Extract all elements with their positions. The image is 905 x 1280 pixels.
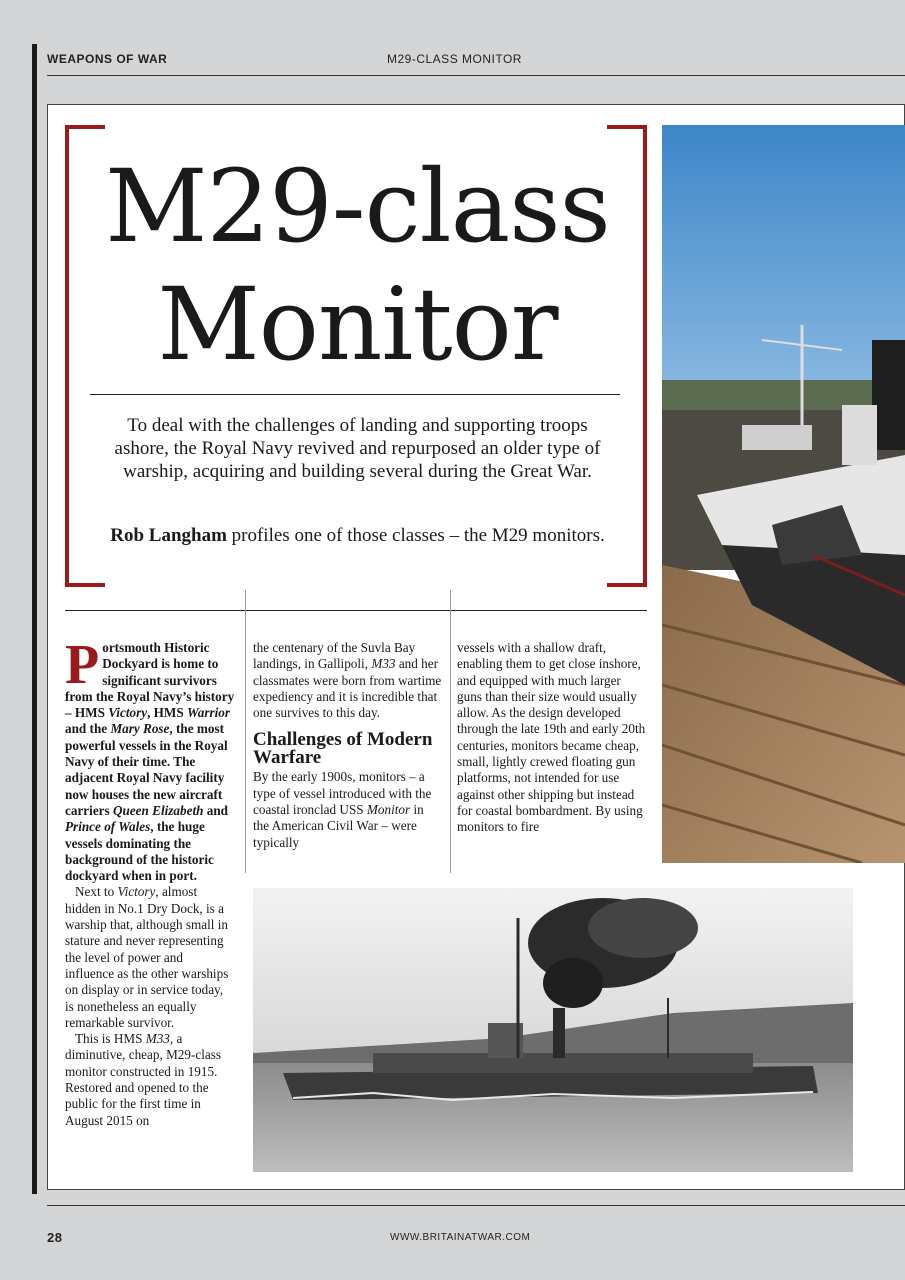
body-italic: M33 xyxy=(371,656,396,672)
body-text: the centenary of the Suvla Bay landings, in Gallipoli, xyxy=(253,640,416,672)
headline-line-2: Monitor xyxy=(157,266,558,383)
byline-text: profiles one of those classes – the M29 monitors. xyxy=(226,525,605,546)
lede-paragraph xyxy=(65,634,235,884)
topic-label: M29-CLASS MONITOR xyxy=(387,52,522,66)
column-3 xyxy=(457,640,647,836)
footer-rule xyxy=(47,1205,905,1206)
column-divider-1 xyxy=(245,590,246,873)
paragraph-5 xyxy=(253,769,443,850)
body-italic: M33 xyxy=(145,1031,170,1047)
body-text: and her classmates were born from wartime expediency and it is incredible that one survives to this day. xyxy=(253,656,442,721)
body-italic: Victory xyxy=(117,884,156,900)
page-number: 28 xyxy=(47,1230,63,1245)
paragraph-3 xyxy=(65,1031,235,1129)
body-text: Next to xyxy=(75,884,118,900)
column-1 xyxy=(65,634,235,1129)
lede-prince-of-wales: Prince of Wales xyxy=(65,819,151,835)
body-text: This is HMS xyxy=(75,1031,146,1047)
body-text: , almost hidden in No.1 Dry Dock, is a warship that, although small in stature and never representing the level of power and influence as the other warships on display or in service today, is nonetheless an equally remarkable survivor. xyxy=(65,884,229,1030)
body-text: in the American Civil War – were typically xyxy=(253,802,424,850)
header-rule xyxy=(47,75,905,76)
lede-victory: Victory xyxy=(108,705,148,721)
lede-text: and the xyxy=(65,721,111,737)
lede-text: and xyxy=(203,802,229,818)
drop-cap: P xyxy=(65,634,100,696)
lede-text: , the huge vessels dominating the background of the historic dockyard when in port. xyxy=(65,819,214,884)
byline xyxy=(100,524,615,547)
standfirst: To deal with the challenges of landing and supporting troops ashore, the Royal Navy revived and repurposed an older type of warship, acquiring and building several during the Great War. xyxy=(114,415,601,482)
byline-author: Rob Langham xyxy=(110,525,227,546)
title-rule xyxy=(90,394,620,395)
lede-text: , HMS xyxy=(147,705,187,721)
body-text: By the early 1900s, monitors – a type of vessel introduced with the coastal ironclad USS xyxy=(253,769,432,818)
column-2 xyxy=(253,640,443,851)
historic-ship-photo-art xyxy=(253,888,853,1172)
paragraph-2 xyxy=(65,884,235,1031)
website-url: WWW.BRITAINATWAR.COM xyxy=(390,1232,531,1243)
columns-top-rule xyxy=(65,610,647,611)
column-divider-2 xyxy=(450,590,451,873)
body-text: , a diminutive, cheap, M29-class monitor constructed in 1915. Restored and opened to the public for the first time in August 2015 on xyxy=(65,1031,222,1128)
lede-mary-rose: Mary Rose xyxy=(110,721,170,737)
lede-warrior: Warrior xyxy=(187,705,230,721)
paragraph-4 xyxy=(253,640,443,721)
lede-text: , the most powerful vessels in the Royal Navy of their time. The adjacent Royal Navy facility now houses the new aircraft carriers xyxy=(65,721,228,818)
dry-dock-photo xyxy=(662,125,905,863)
subheading: Challenges of Modern Warfare xyxy=(253,729,433,769)
section-label: WEAPONS OF WAR xyxy=(47,52,168,66)
left-rule xyxy=(32,44,37,1194)
dry-dock-photo-art xyxy=(662,125,905,863)
body-italic: Monitor xyxy=(366,802,411,818)
headline-line-1: M29-class xyxy=(105,148,610,265)
lede-text: ortsmouth Historic Dockyard is home to significant survivors from the Royal Navy’s history – HMS xyxy=(65,640,235,721)
paragraph-6: vessels with a shallow draft, enabling them to get close inshore, and equipped with much larger guns than their size would usually allow. As the design developed through the late 19th and early 20th centuries, monitors became cheap, small, lightly crewed floating gun platforms, not intended for use against other shipping but instead for coastal bombardment. By using monitors to fire xyxy=(457,640,646,835)
historic-ship-photo xyxy=(253,888,853,1172)
lede-queen-elizabeth: Queen Elizabeth xyxy=(112,802,204,818)
